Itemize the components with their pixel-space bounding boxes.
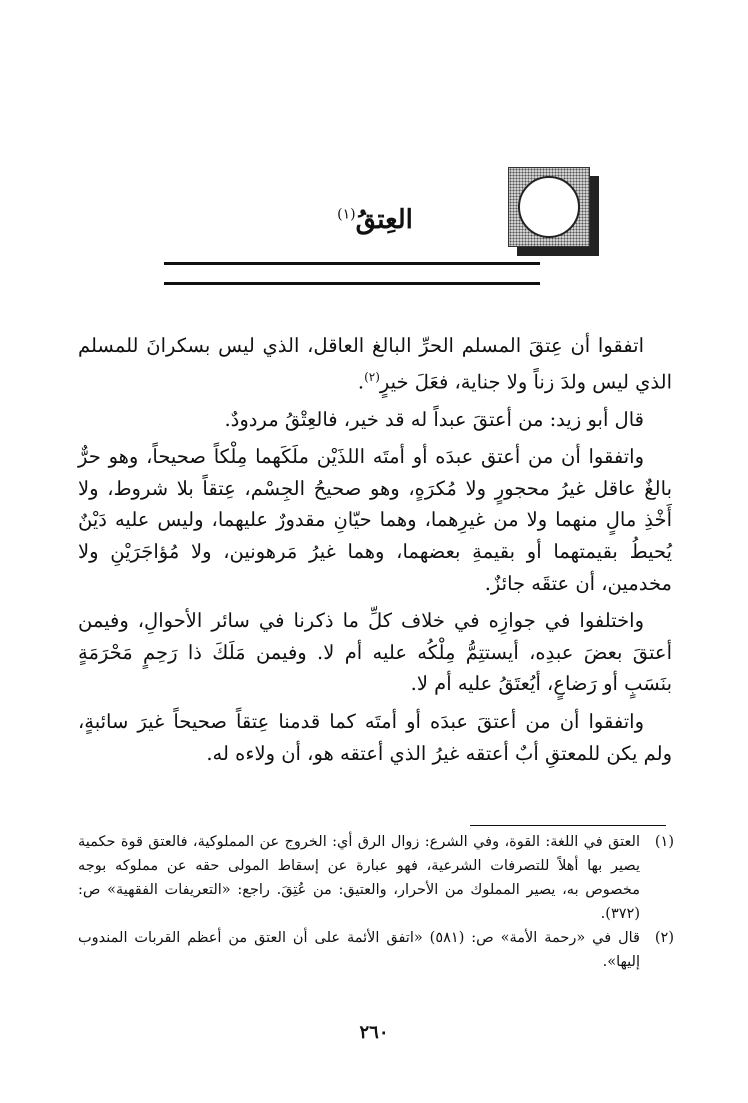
footnote <box>78 926 674 974</box>
footnote-number: (١) <box>654 834 674 850</box>
chapter-footnote-marker: (١) <box>337 206 356 223</box>
footnote-number: (٢) <box>654 930 674 946</box>
paragraph-end: . <box>357 370 365 394</box>
paragraph-text: قال أبو زيد: من أعتقَ عبداً له قد خير، فالعِتْقُ مردودٌ. <box>224 407 644 431</box>
paragraph-text: واختلفوا في جوازِه في خلاف كلِّ ما ذكرنا في سائر الأحوالِ، وفيمن أعتقَ بعضَ عبدِه، أيستتِمُّ مِلْكُه عليه أم لا. وفيمن مَلَكَ ذا رَحِمٍ مَحْرَمَةٍ بنَسَبٍ أو رَضاعٍ، أيُعتَقُ عليه أم لا. <box>78 609 672 696</box>
footnote-separator <box>470 825 666 826</box>
paragraph <box>78 330 672 398</box>
paragraph <box>78 404 672 436</box>
paragraph <box>78 605 672 700</box>
chapter-emblem <box>508 167 590 247</box>
footnote-text: العتق في اللغة: القوة، وفي الشرع: زوال الرق أي: الخروج عن المملوكية، فالعتق قوة حكمية يصير بها أهلاً للتصرفات الشرعية، فهو عبارة عن إسقاط المولى حقه عن مملوكه بوجه مخصوص به، يصير المملوك من الأحرار، والعتيق: من عُتِقَ. راجع: «التعريفات الفقهية» ص: (٣٧٢). <box>78 834 640 922</box>
chapter-title <box>270 205 480 235</box>
title-rule-top <box>164 262 540 265</box>
footnote <box>78 830 674 926</box>
paragraph <box>78 441 672 599</box>
paragraph <box>78 706 672 769</box>
paragraph-text: واتفقوا أن من أعتقَ عبدَه أو أمتَه كما قدمنا عِتقاً صحيحاً غيرَ سائبةٍ، ولم يكن للمعتقِ أبٌ أعتقه غيرُ الذي أعتقه هو، أن ولاءه له. <box>78 710 672 765</box>
paragraph-text: واتفقوا أن من أعتق عبدَه أو أمتَه اللذَيْن ملَكَهما مِلْكاً صحيحاً، وهو حرٌّ بالغٌ عاقل غيرُ محجورٍ ولا مُكرَهٍ، وهو صحيحُ الجِسْم، عِتقاً بلا شروط، ولا أَخْذِ مالٍ منهما ولا من غيرِهما، وهما حيّانِ مقدورٌ عليهما، وليس عليه دَيْنٌ يُحيطُ بقيمتهما أو بقيمةِ بعضهما، وهما غيرُ مَرهونين، ولا مُؤاجَرَيْنِ ولا مخدمين، أن عتقَه جائزٌ. <box>78 445 672 595</box>
chapter-title-text: العِتقُ <box>355 205 413 235</box>
footnote-marker: (٢) <box>364 369 380 384</box>
title-rule-bottom <box>164 282 540 285</box>
emblem-circle-icon <box>518 176 580 238</box>
body-text <box>78 330 672 775</box>
page-number: ٢٦٠ <box>359 1022 389 1043</box>
footnote-text: قال في «رحمة الأمة» ص: (٥٨١) «اتفق الأئمة على أن العتق من أعظم القربات المندوب إليها». <box>78 930 640 970</box>
paragraph-text: اتفقوا أن عِتقَ المسلم الحرِّ البالغ العاقل، الذي ليس بسكرانَ للمسلم الذي ليس ولدَ زناً ولا جناية، فعَلَ خيرٍ <box>78 334 672 394</box>
footnotes <box>78 830 674 974</box>
